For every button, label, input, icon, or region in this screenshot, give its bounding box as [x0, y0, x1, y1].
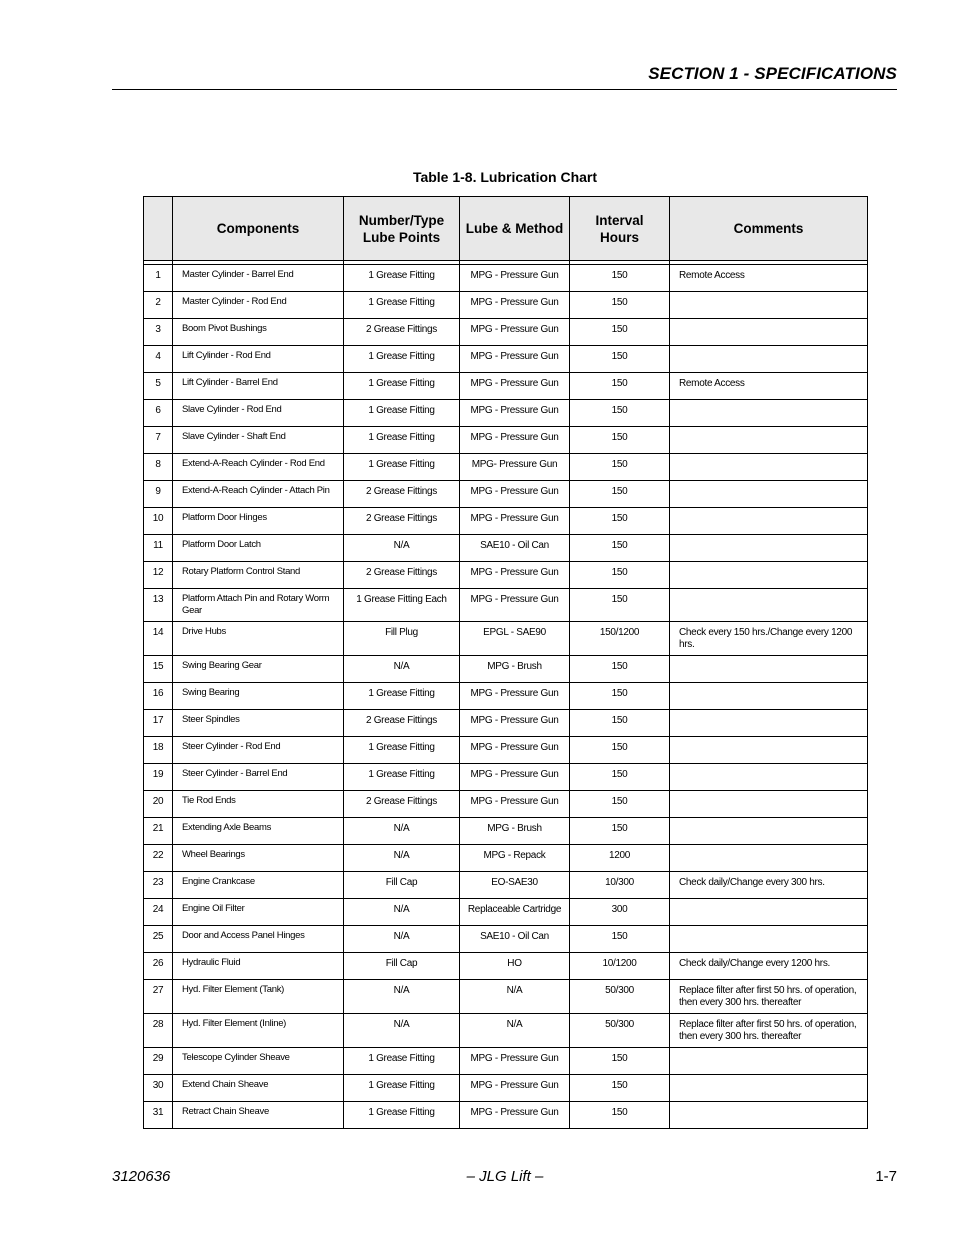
component-cell: Wheel Bearings	[173, 845, 344, 872]
table-row	[144, 710, 868, 737]
doc-number: 3120636	[112, 1168, 171, 1185]
method-cell: SAE10 - Oil Can	[460, 535, 570, 562]
lube-points-cell: 1 Grease Fitting	[344, 265, 460, 292]
interval-cell: 150	[570, 454, 670, 481]
lube-points-cell: 1 Grease Fitting	[344, 1048, 460, 1075]
component-cell: Engine Oil Filter	[173, 899, 344, 926]
table-row	[144, 481, 868, 508]
comments-cell	[670, 737, 868, 764]
comments-cell	[670, 818, 868, 845]
row-number: 11	[144, 535, 173, 562]
interval-cell: 150	[570, 400, 670, 427]
table-row	[144, 845, 868, 872]
row-number: 23	[144, 872, 173, 899]
comments-cell	[670, 656, 868, 683]
method-cell: MPG - Brush	[460, 818, 570, 845]
lube-points-cell: N/A	[344, 818, 460, 845]
comments-cell	[670, 508, 868, 535]
comments-cell	[670, 292, 868, 319]
interval-cell: 150	[570, 710, 670, 737]
component-cell: Extend Chain Sheave	[173, 1075, 344, 1102]
row-number: 26	[144, 953, 173, 980]
comments-cell	[670, 899, 868, 926]
table-row	[144, 1048, 868, 1075]
method-cell: MPG - Pressure Gun	[460, 764, 570, 791]
component-cell: Drive Hubs	[173, 622, 344, 656]
table-row	[144, 1075, 868, 1102]
table-row	[144, 1102, 868, 1129]
interval-cell: 150	[570, 265, 670, 292]
comments-cell: Check every 150 hrs./Change every 1200 hrs.	[670, 622, 868, 656]
component-cell: Master Cylinder - Rod End	[173, 292, 344, 319]
method-cell: MPG - Pressure Gun	[460, 373, 570, 400]
interval-cell: 150	[570, 1102, 670, 1129]
lube-points-cell: N/A	[344, 899, 460, 926]
comments-cell	[670, 683, 868, 710]
interval-cell: 10/1200	[570, 953, 670, 980]
component-cell: Hyd. Filter Element (Tank)	[173, 980, 344, 1014]
interval-cell: 150	[570, 791, 670, 818]
row-number: 5	[144, 373, 173, 400]
interval-cell: 150	[570, 535, 670, 562]
table-row	[144, 454, 868, 481]
component-cell: Door and Access Panel Hinges	[173, 926, 344, 953]
comments-cell: Check daily/Change every 300 hrs.	[670, 872, 868, 899]
table-row	[144, 427, 868, 454]
table-row	[144, 953, 868, 980]
interval-cell: 150	[570, 1048, 670, 1075]
comments-cell	[670, 481, 868, 508]
method-cell: MPG - Pressure Gun	[460, 589, 570, 622]
lube-points-cell: 2 Grease Fittings	[344, 562, 460, 589]
method-cell: MPG - Pressure Gun	[460, 427, 570, 454]
lube-points-cell: 2 Grease Fittings	[344, 508, 460, 535]
comments-cell	[670, 454, 868, 481]
table-row	[144, 926, 868, 953]
row-number: 24	[144, 899, 173, 926]
row-number: 17	[144, 710, 173, 737]
row-number: 12	[144, 562, 173, 589]
row-number: 15	[144, 656, 173, 683]
interval-cell: 150	[570, 737, 670, 764]
lube-points-cell: N/A	[344, 656, 460, 683]
interval-cell: 150	[570, 508, 670, 535]
table-row	[144, 683, 868, 710]
component-cell: Extending Axle Beams	[173, 818, 344, 845]
row-number: 14	[144, 622, 173, 656]
lube-points-line2: Lube Points	[362, 229, 441, 245]
lube-points-cell: 2 Grease Fittings	[344, 791, 460, 818]
interval-cell: 1200	[570, 845, 670, 872]
method-cell: MPG - Pressure Gun	[460, 562, 570, 589]
component-cell: Platform Door Latch	[173, 535, 344, 562]
interval-cell: 150	[570, 926, 670, 953]
row-number: 30	[144, 1075, 173, 1102]
table-row	[144, 764, 868, 791]
comments-cell	[670, 535, 868, 562]
table-header-row	[144, 197, 868, 261]
table-row	[144, 737, 868, 764]
method-cell: MPG - Pressure Gun	[460, 346, 570, 373]
component-cell: Lift Cylinder - Rod End	[173, 346, 344, 373]
comments-cell	[670, 346, 868, 373]
component-cell: Steer Cylinder - Barrel End	[173, 764, 344, 791]
component-cell: Slave Cylinder - Shaft End	[173, 427, 344, 454]
interval-line2: Hours	[599, 229, 639, 245]
component-cell: Hyd. Filter Element (Inline)	[173, 1014, 344, 1048]
section-title: SECTION 1 - SPECIFICATIONS	[648, 64, 897, 83]
comments-cell	[670, 791, 868, 818]
row-number: 16	[144, 683, 173, 710]
interval-line1: Interval	[595, 212, 644, 228]
column-header-components: Components	[173, 197, 344, 261]
comments-cell	[670, 1102, 868, 1129]
method-cell: MPG- Pressure Gun	[460, 454, 570, 481]
row-number: 2	[144, 292, 173, 319]
method-cell: MPG - Pressure Gun	[460, 319, 570, 346]
row-number: 19	[144, 764, 173, 791]
row-number: 29	[144, 1048, 173, 1075]
row-number: 1	[144, 265, 173, 292]
lube-points-cell: 1 Grease Fitting	[344, 683, 460, 710]
table-row	[144, 508, 868, 535]
component-cell: Platform Door Hinges	[173, 508, 344, 535]
lube-points-cell: 1 Grease Fitting	[344, 292, 460, 319]
method-cell: N/A	[460, 980, 570, 1014]
table-row	[144, 791, 868, 818]
row-number: 18	[144, 737, 173, 764]
comments-cell	[670, 562, 868, 589]
lube-points-cell: Fill Plug	[344, 622, 460, 656]
lube-points-cell: N/A	[344, 1014, 460, 1048]
component-cell: Boom Pivot Bushings	[173, 319, 344, 346]
table-row	[144, 535, 868, 562]
table-row	[144, 1014, 868, 1048]
method-cell: MPG - Pressure Gun	[460, 265, 570, 292]
lubrication-table	[143, 196, 868, 1129]
interval-cell: 150	[570, 656, 670, 683]
row-number: 21	[144, 818, 173, 845]
component-cell: Steer Spindles	[173, 710, 344, 737]
table-row	[144, 400, 868, 427]
lube-points-cell: 1 Grease Fitting	[344, 1075, 460, 1102]
method-cell: MPG - Brush	[460, 656, 570, 683]
interval-cell: 50/300	[570, 980, 670, 1014]
table-body	[144, 261, 868, 1129]
interval-cell: 150	[570, 764, 670, 791]
row-number: 4	[144, 346, 173, 373]
table-row	[144, 656, 868, 683]
lube-points-cell: 1 Grease Fitting	[344, 427, 460, 454]
row-number: 28	[144, 1014, 173, 1048]
method-cell: MPG - Pressure Gun	[460, 737, 570, 764]
table-row	[144, 292, 868, 319]
table-row	[144, 346, 868, 373]
comments-cell	[670, 764, 868, 791]
row-number: 25	[144, 926, 173, 953]
method-cell: EPGL - SAE90	[460, 622, 570, 656]
comments-cell: Remote Access	[670, 373, 868, 400]
row-number: 10	[144, 508, 173, 535]
comments-cell: Remote Access	[670, 265, 868, 292]
row-number: 8	[144, 454, 173, 481]
lube-points-cell: N/A	[344, 845, 460, 872]
lube-points-cell: 2 Grease Fittings	[344, 481, 460, 508]
lube-points-line1: Number/Type	[358, 212, 445, 228]
interval-cell: 10/300	[570, 872, 670, 899]
comments-cell	[670, 589, 868, 622]
component-cell: Extend-A-Reach Cylinder - Attach Pin	[173, 481, 344, 508]
interval-cell: 150	[570, 1075, 670, 1102]
interval-cell: 150	[570, 319, 670, 346]
component-cell: Hydraulic Fluid	[173, 953, 344, 980]
table-row	[144, 622, 868, 656]
component-cell: Rotary Platform Control Stand	[173, 562, 344, 589]
interval-cell: 150/1200	[570, 622, 670, 656]
row-number: 20	[144, 791, 173, 818]
row-number: 9	[144, 481, 173, 508]
lube-points-cell: 1 Grease Fitting	[344, 346, 460, 373]
lube-points-cell: 1 Grease Fitting Each	[344, 589, 460, 622]
comments-cell	[670, 427, 868, 454]
component-cell: Lift Cylinder - Barrel End	[173, 373, 344, 400]
table-row	[144, 319, 868, 346]
table-row	[144, 265, 868, 292]
comments-cell	[670, 1048, 868, 1075]
interval-cell: 150	[570, 373, 670, 400]
method-cell: MPG - Pressure Gun	[460, 508, 570, 535]
method-cell: MPG - Pressure Gun	[460, 791, 570, 818]
method-cell: MPG - Pressure Gun	[460, 710, 570, 737]
table-row	[144, 562, 868, 589]
interval-cell: 150	[570, 481, 670, 508]
interval-cell: 150	[570, 562, 670, 589]
component-cell: Steer Cylinder - Rod End	[173, 737, 344, 764]
component-cell: Slave Cylinder - Rod End	[173, 400, 344, 427]
row-number: 13	[144, 589, 173, 622]
component-cell: Engine Crankcase	[173, 872, 344, 899]
column-header-method: Lube & Method	[460, 197, 570, 261]
row-number: 22	[144, 845, 173, 872]
component-cell: Extend-A-Reach Cylinder - Rod End	[173, 454, 344, 481]
footer-brand: – JLG Lift –	[466, 1168, 544, 1185]
method-cell: N/A	[460, 1014, 570, 1048]
comments-cell: Replace filter after first 50 hrs. of operation, then every 300 hrs. thereafter	[670, 1014, 868, 1048]
table-row	[144, 980, 868, 1014]
row-number: 6	[144, 400, 173, 427]
method-cell: MPG - Pressure Gun	[460, 683, 570, 710]
method-cell: EO-SAE30	[460, 872, 570, 899]
comments-cell	[670, 926, 868, 953]
method-cell: HO	[460, 953, 570, 980]
table-row	[144, 589, 868, 622]
lube-points-cell: Fill Cap	[344, 872, 460, 899]
comments-cell	[670, 1075, 868, 1102]
component-cell: Telescope Cylinder Sheave	[173, 1048, 344, 1075]
component-cell: Master Cylinder - Barrel End	[173, 265, 344, 292]
table-row	[144, 872, 868, 899]
row-number: 7	[144, 427, 173, 454]
header-rule	[112, 89, 897, 90]
interval-cell: 300	[570, 899, 670, 926]
method-cell: MPG - Pressure Gun	[460, 400, 570, 427]
table-caption: Table 1-8. Lubrication Chart	[412, 169, 598, 185]
interval-cell: 150	[570, 683, 670, 710]
column-header-lube-points	[344, 197, 460, 261]
lube-points-cell: 1 Grease Fitting	[344, 454, 460, 481]
interval-cell: 150	[570, 589, 670, 622]
lube-points-cell: 1 Grease Fitting	[344, 1102, 460, 1129]
component-cell: Retract Chain Sheave	[173, 1102, 344, 1129]
table-row	[144, 373, 868, 400]
row-number: 3	[144, 319, 173, 346]
lube-points-cell: N/A	[344, 535, 460, 562]
method-cell: MPG - Pressure Gun	[460, 1048, 570, 1075]
comments-cell	[670, 710, 868, 737]
interval-cell: 150	[570, 427, 670, 454]
method-cell: SAE10 - Oil Can	[460, 926, 570, 953]
method-cell: MPG - Pressure Gun	[460, 1075, 570, 1102]
comments-cell	[670, 845, 868, 872]
component-cell: Tie Rod Ends	[173, 791, 344, 818]
component-cell: Swing Bearing	[173, 683, 344, 710]
method-cell: MPG - Pressure Gun	[460, 481, 570, 508]
page-number: 1-7	[875, 1168, 897, 1185]
comments-cell	[670, 319, 868, 346]
row-number: 27	[144, 980, 173, 1014]
row-number: 31	[144, 1102, 173, 1129]
table-row	[144, 818, 868, 845]
component-cell: Platform Attach Pin and Rotary Worm Gear	[173, 589, 344, 622]
component-cell: Swing Bearing Gear	[173, 656, 344, 683]
method-cell: MPG - Repack	[460, 845, 570, 872]
interval-cell: 150	[570, 292, 670, 319]
comments-cell	[670, 400, 868, 427]
lube-points-cell: 2 Grease Fittings	[344, 710, 460, 737]
interval-cell: 150	[570, 818, 670, 845]
method-cell: MPG - Pressure Gun	[460, 1102, 570, 1129]
comments-cell: Replace filter after first 50 hrs. of operation, then every 300 hrs. thereafter	[670, 980, 868, 1014]
lube-points-cell: N/A	[344, 980, 460, 1014]
column-header-comments: Comments	[670, 197, 868, 261]
method-cell: MPG - Pressure Gun	[460, 292, 570, 319]
lube-points-cell: Fill Cap	[344, 953, 460, 980]
lube-points-cell: 1 Grease Fitting	[344, 400, 460, 427]
table-row	[144, 899, 868, 926]
lube-points-cell: 1 Grease Fitting	[344, 737, 460, 764]
method-cell: Replaceable Cartridge	[460, 899, 570, 926]
lube-points-cell: 2 Grease Fittings	[344, 319, 460, 346]
lube-points-cell: 1 Grease Fitting	[344, 764, 460, 791]
interval-cell: 50/300	[570, 1014, 670, 1048]
comments-cell: Check daily/Change every 1200 hrs.	[670, 953, 868, 980]
lube-points-cell: N/A	[344, 926, 460, 953]
interval-cell: 150	[570, 346, 670, 373]
column-header-number	[144, 197, 173, 261]
column-header-interval	[570, 197, 670, 261]
lube-points-cell: 1 Grease Fitting	[344, 373, 460, 400]
